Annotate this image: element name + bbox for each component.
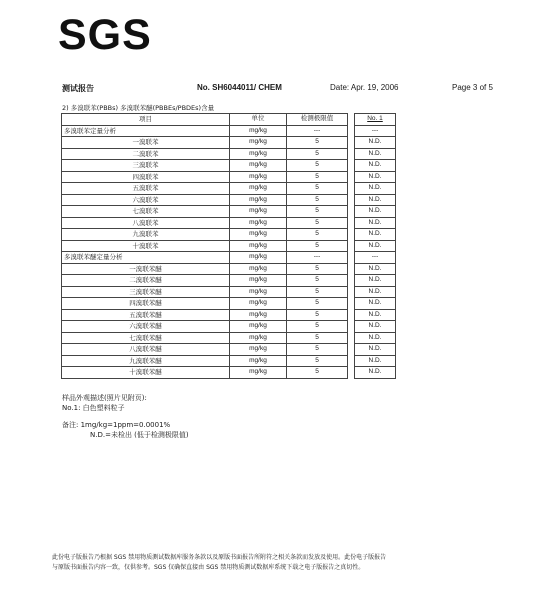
cell-result: N.D. bbox=[355, 206, 396, 218]
column-gap bbox=[348, 240, 355, 252]
cell-result: N.D. bbox=[355, 217, 396, 229]
cell-item: 七溴联苯 bbox=[62, 206, 230, 218]
report-title: 测试报告 bbox=[62, 83, 94, 93]
table-row bbox=[62, 217, 396, 229]
cell-unit: mg/kg bbox=[230, 160, 287, 172]
results-table bbox=[61, 113, 396, 379]
column-gap bbox=[348, 367, 355, 379]
column-gap bbox=[348, 206, 355, 218]
cell-item: 九溴联苯 bbox=[62, 229, 230, 241]
header-limit: 检测极限值 bbox=[287, 114, 348, 126]
cell-result: N.D. bbox=[355, 275, 396, 287]
cell-limit: 5 bbox=[287, 309, 348, 321]
column-gap bbox=[348, 194, 355, 206]
cell-item: 三溴联苯 bbox=[62, 160, 230, 172]
cell-result: N.D. bbox=[355, 367, 396, 379]
footer-disclaimer bbox=[52, 553, 522, 573]
cell-limit: 5 bbox=[287, 286, 348, 298]
cell-limit: --- bbox=[287, 252, 348, 264]
remarks bbox=[62, 420, 189, 440]
table-row bbox=[62, 171, 396, 183]
table-row bbox=[62, 160, 396, 172]
column-gap bbox=[348, 298, 355, 310]
report-number: No. SH6044011/ CHEM bbox=[197, 83, 282, 92]
table-row bbox=[62, 194, 396, 206]
cell-limit: 5 bbox=[287, 171, 348, 183]
cell-item: 四溴联苯醚 bbox=[62, 298, 230, 310]
cell-result: N.D. bbox=[355, 183, 396, 195]
sample-label: 样品外观描述(照片见附页): bbox=[62, 394, 147, 402]
cell-result: N.D. bbox=[355, 286, 396, 298]
cell-unit: mg/kg bbox=[230, 240, 287, 252]
cell-result: N.D. bbox=[355, 148, 396, 160]
cell-limit: 5 bbox=[287, 183, 348, 195]
cell-unit: mg/kg bbox=[230, 229, 287, 241]
section-title: 2) 多溴联苯(PBBs) 多溴联苯醚(PBBEs/PBDEs)含量 bbox=[62, 104, 215, 112]
cell-unit: mg/kg bbox=[230, 275, 287, 287]
cell-unit: mg/kg bbox=[230, 171, 287, 183]
cell-item: 多溴联苯醚定量分析 bbox=[62, 252, 230, 264]
cell-limit: 5 bbox=[287, 229, 348, 241]
cell-result: --- bbox=[355, 252, 396, 264]
header-sample: No. 1 bbox=[355, 114, 396, 126]
cell-limit: 5 bbox=[287, 275, 348, 287]
cell-result: --- bbox=[355, 125, 396, 137]
cell-limit: 5 bbox=[287, 263, 348, 275]
cell-result: N.D. bbox=[355, 298, 396, 310]
table-row bbox=[62, 298, 396, 310]
table-row bbox=[62, 321, 396, 333]
sgs-logo: SGS bbox=[58, 11, 152, 59]
cell-item: 十溴联苯醚 bbox=[62, 367, 230, 379]
cell-unit: mg/kg bbox=[230, 298, 287, 310]
column-gap bbox=[348, 217, 355, 229]
cell-item: 三溴联苯醚 bbox=[62, 286, 230, 298]
column-gap bbox=[348, 263, 355, 275]
cell-limit: 5 bbox=[287, 355, 348, 367]
cell-limit: 5 bbox=[287, 137, 348, 149]
column-gap bbox=[348, 137, 355, 149]
table-row bbox=[62, 332, 396, 344]
column-gap bbox=[348, 183, 355, 195]
column-gap bbox=[348, 160, 355, 172]
cell-unit: mg/kg bbox=[230, 321, 287, 333]
sample-desc: No.1: 白色塑料粒子 bbox=[62, 404, 125, 412]
cell-unit: mg/kg bbox=[230, 286, 287, 298]
cell-unit: mg/kg bbox=[230, 148, 287, 160]
column-gap bbox=[348, 171, 355, 183]
cell-unit: mg/kg bbox=[230, 217, 287, 229]
cell-unit: mg/kg bbox=[230, 137, 287, 149]
cell-unit: mg/kg bbox=[230, 332, 287, 344]
column-gap bbox=[348, 229, 355, 241]
cell-result: N.D. bbox=[355, 229, 396, 241]
column-gap bbox=[348, 355, 355, 367]
header-unit: 单位 bbox=[230, 114, 287, 126]
cell-result: N.D. bbox=[355, 263, 396, 275]
cell-item: 二溴联苯 bbox=[62, 148, 230, 160]
table-row bbox=[62, 286, 396, 298]
report-header bbox=[62, 83, 537, 97]
cell-limit: 5 bbox=[287, 194, 348, 206]
column-gap bbox=[348, 344, 355, 356]
cell-limit: 5 bbox=[287, 217, 348, 229]
table-row bbox=[62, 148, 396, 160]
cell-unit: mg/kg bbox=[230, 367, 287, 379]
cell-limit: 5 bbox=[287, 148, 348, 160]
column-gap bbox=[348, 321, 355, 333]
cell-result: N.D. bbox=[355, 355, 396, 367]
cell-unit: mg/kg bbox=[230, 252, 287, 264]
cell-unit: mg/kg bbox=[230, 183, 287, 195]
cell-limit: --- bbox=[287, 125, 348, 137]
cell-item: 九溴联苯醚 bbox=[62, 355, 230, 367]
header-item: 项目 bbox=[62, 114, 230, 126]
table-row bbox=[62, 125, 396, 137]
cell-limit: 5 bbox=[287, 160, 348, 172]
sample-description bbox=[62, 393, 147, 413]
cell-result: N.D. bbox=[355, 137, 396, 149]
column-gap bbox=[348, 275, 355, 287]
table-row bbox=[62, 183, 396, 195]
column-gap bbox=[348, 309, 355, 321]
column-gap bbox=[348, 114, 355, 126]
table-row bbox=[62, 275, 396, 287]
cell-result: N.D. bbox=[355, 321, 396, 333]
column-gap bbox=[348, 252, 355, 264]
cell-unit: mg/kg bbox=[230, 309, 287, 321]
cell-limit: 5 bbox=[287, 367, 348, 379]
cell-unit: mg/kg bbox=[230, 355, 287, 367]
cell-item: 四溴联苯 bbox=[62, 171, 230, 183]
cell-limit: 5 bbox=[287, 298, 348, 310]
page-number: Page 3 of 5 bbox=[452, 83, 493, 92]
cell-item: 一溴联苯醚 bbox=[62, 263, 230, 275]
cell-item: 六溴联苯 bbox=[62, 194, 230, 206]
cell-result: N.D. bbox=[355, 240, 396, 252]
table-header-row bbox=[62, 114, 396, 126]
cell-unit: mg/kg bbox=[230, 206, 287, 218]
cell-item: 十溴联苯 bbox=[62, 240, 230, 252]
cell-unit: mg/kg bbox=[230, 344, 287, 356]
cell-result: N.D. bbox=[355, 309, 396, 321]
remark-line-2: N.D.=未检出 (低于检测极限值) bbox=[90, 431, 189, 439]
table-row bbox=[62, 367, 396, 379]
table-row bbox=[62, 229, 396, 241]
table-row bbox=[62, 240, 396, 252]
cell-result: N.D. bbox=[355, 171, 396, 183]
cell-limit: 5 bbox=[287, 240, 348, 252]
cell-result: N.D. bbox=[355, 344, 396, 356]
table-row bbox=[62, 344, 396, 356]
cell-item: 六溴联苯醚 bbox=[62, 321, 230, 333]
table-row bbox=[62, 137, 396, 149]
cell-item: 五溴联苯 bbox=[62, 183, 230, 195]
column-gap bbox=[348, 286, 355, 298]
cell-unit: mg/kg bbox=[230, 194, 287, 206]
cell-item: 七溴联苯醚 bbox=[62, 332, 230, 344]
cell-item: 多溴联苯定量分析 bbox=[62, 125, 230, 137]
cell-item: 八溴联苯醚 bbox=[62, 344, 230, 356]
cell-unit: mg/kg bbox=[230, 263, 287, 275]
column-gap bbox=[348, 148, 355, 160]
cell-limit: 5 bbox=[287, 321, 348, 333]
cell-limit: 5 bbox=[287, 332, 348, 344]
table-row bbox=[62, 355, 396, 367]
cell-item: 二溴联苯醚 bbox=[62, 275, 230, 287]
remark-line-1: 备注: 1mg/kg=1ppm=0.0001% bbox=[62, 421, 171, 429]
table-row bbox=[62, 263, 396, 275]
cell-item: 八溴联苯 bbox=[62, 217, 230, 229]
table-row bbox=[62, 309, 396, 321]
table-body bbox=[62, 125, 396, 378]
cell-limit: 5 bbox=[287, 206, 348, 218]
cell-item: 五溴联苯醚 bbox=[62, 309, 230, 321]
footer-line-1: 此份电子版报告乃根据 SGS 禁用物质测试数据库服务条款以及原版书面报告所附符之相关条款而发放及使用。此份电子版报告 bbox=[52, 554, 387, 561]
cell-unit: mg/kg bbox=[230, 125, 287, 137]
column-gap bbox=[348, 125, 355, 137]
report-date: Date: Apr. 19, 2006 bbox=[330, 83, 399, 92]
table-row bbox=[62, 252, 396, 264]
cell-result: N.D. bbox=[355, 160, 396, 172]
cell-limit: 5 bbox=[287, 344, 348, 356]
column-gap bbox=[348, 332, 355, 344]
footer-line-2: 与原版书面报告内容一致，仅供参考。SGS 仅确保直接由 SGS 禁用物质测试数据库系统下载之电子版报告之真切性。 bbox=[52, 564, 365, 571]
table-row bbox=[62, 206, 396, 218]
cell-result: N.D. bbox=[355, 332, 396, 344]
cell-result: N.D. bbox=[355, 194, 396, 206]
cell-item: 一溴联苯 bbox=[62, 137, 230, 149]
